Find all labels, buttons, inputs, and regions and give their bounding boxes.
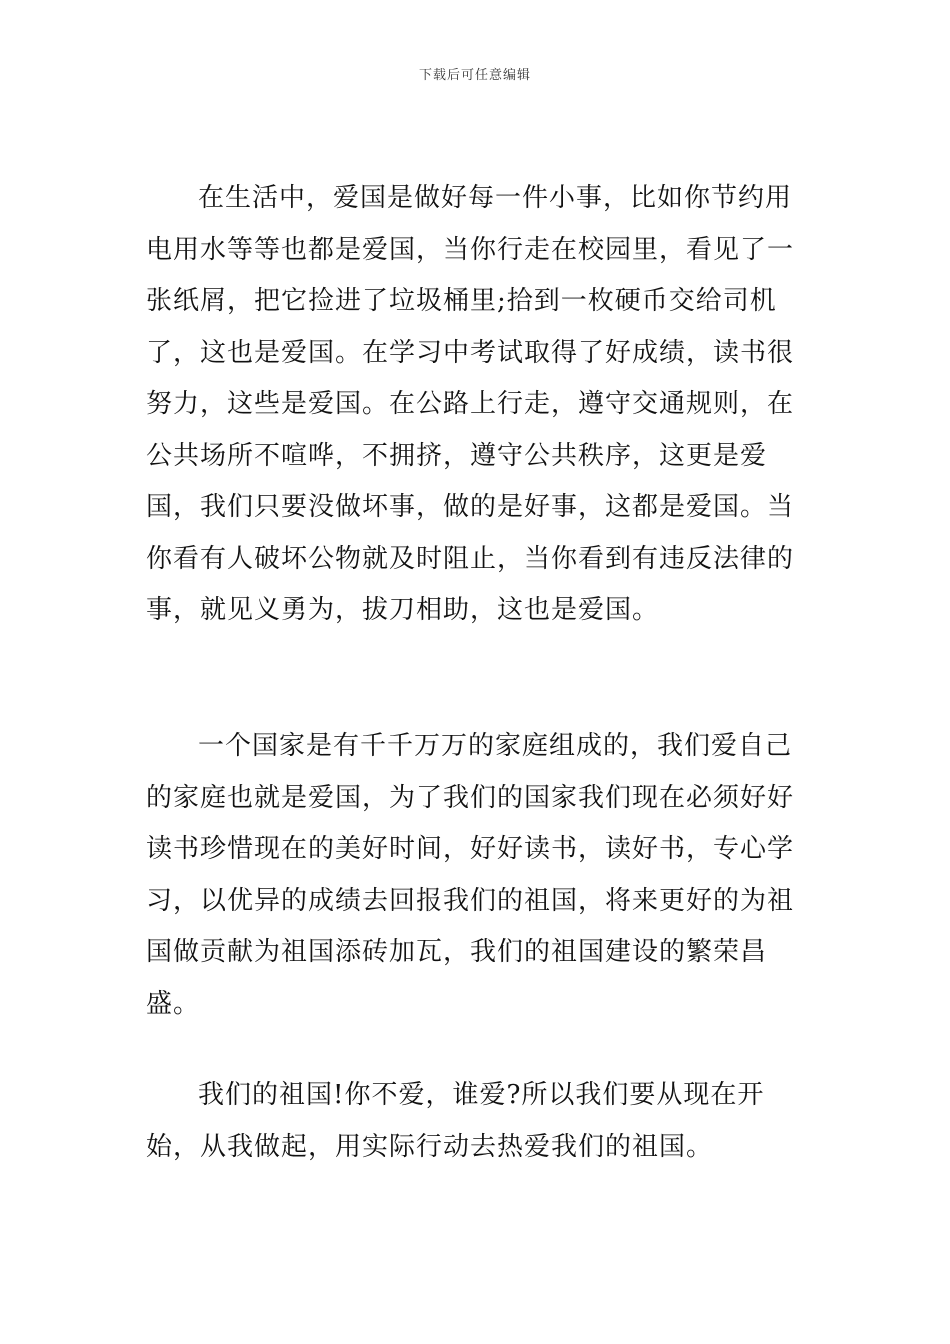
paragraph-3-text: 我们的祖国!你不爱，谁爱?所以我们要从现在开始，从我做起，用实际行动去热爱我们的祖国。 (146, 1080, 765, 1162)
paragraph-2 (146, 721, 808, 1030)
page-header-note: 下载后可任意编辑 (418, 68, 531, 83)
paragraph-3 (146, 1070, 808, 1173)
paragraph-1 (146, 173, 808, 637)
paragraph-2-text: 一个国家是有千千万万的家庭组成的，我们爱自己的家庭也就是爱国，为了我们的国家我们现在必须好好读书珍惜现在的美好时间，好好读书，读好书，专心学习，以优异的成绩去回报我们的祖国，将来更好的为祖国做贡献为祖国添砖加瓦，我们的祖国建设的繁荣昌盛。 (146, 731, 795, 1019)
paragraph-1-text: 在生活中，爱国是做好每一件小事，比如你节约用电用水等等也都是爱国，当你行走在校园里，看见了一张纸屑，把它捡进了垃圾桶里;拾到一枚硬币交给司机了，这也是爱国。在学习中考试取得了好成绩，读书很努力，这些是爱国。在公路上行走，遵守交通规则，在公共场所不喧哗，不拥挤，遵守公共秩序，这更是爱国，我们只要没做坏事，做的是好事，这都是爱国。当你看有人破坏公物就及时阻止，当你看到有违反法律的事，就见义勇为，拔刀相助，这也是爱国。 (146, 183, 795, 625)
